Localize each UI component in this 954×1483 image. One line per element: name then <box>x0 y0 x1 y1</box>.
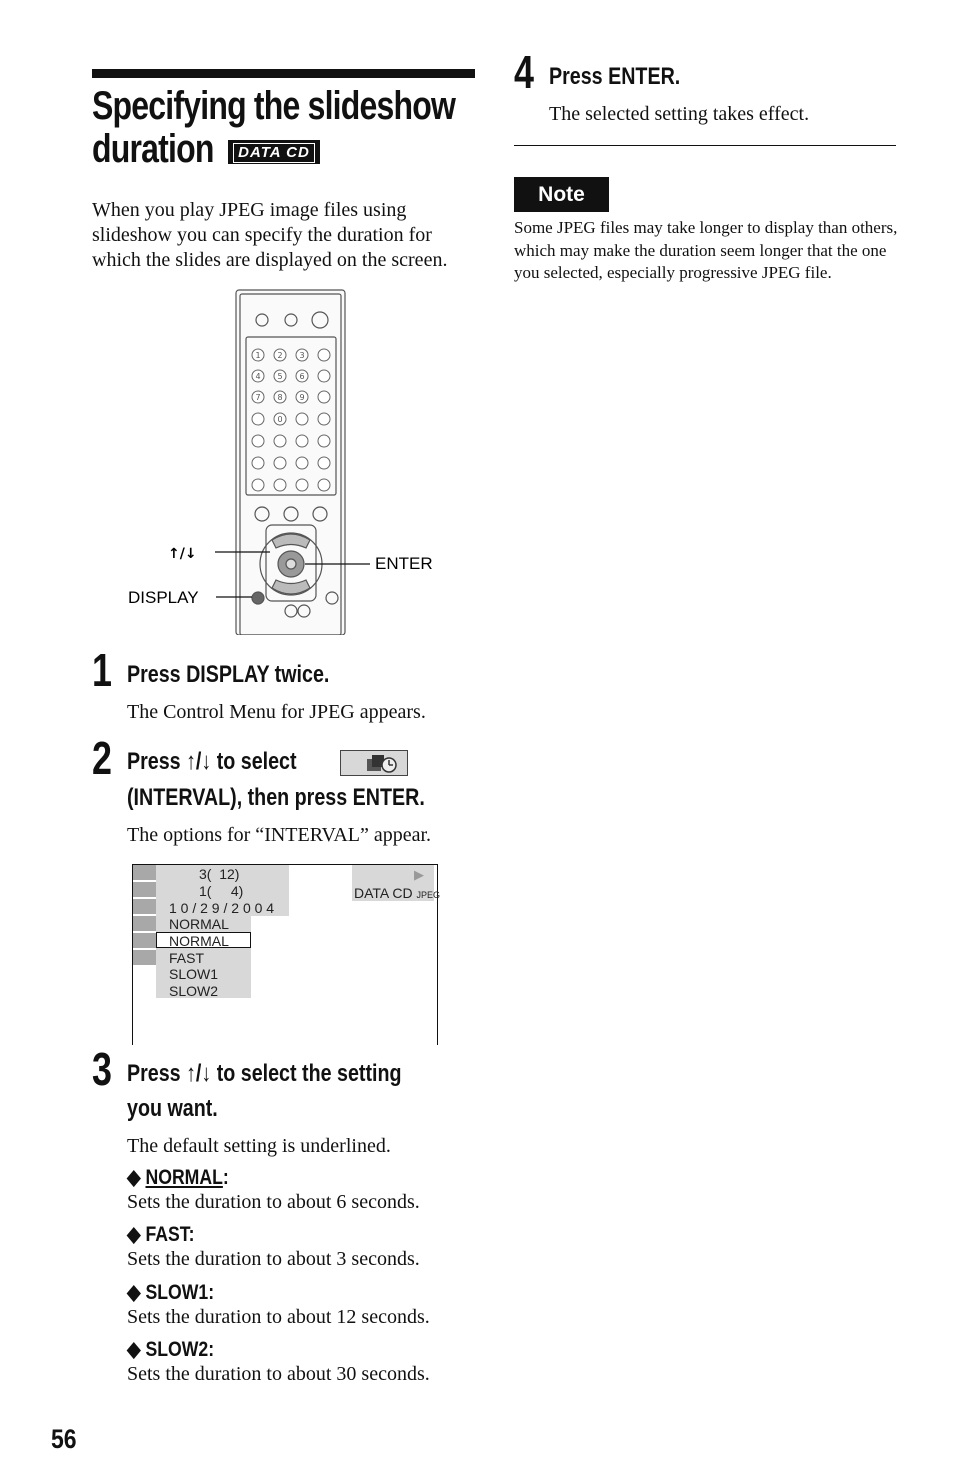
step2-number: 2 <box>92 732 112 784</box>
section-divider <box>514 145 896 146</box>
menu-icon-tab <box>133 899 156 916</box>
step3-press: Press <box>127 1060 181 1087</box>
updown-label: ↑/↓ <box>168 546 197 562</box>
page-number: 56 <box>51 1424 77 1454</box>
step1-heading: Press DISPLAY twice. <box>127 661 330 688</box>
format-label: JPEG <box>416 890 441 900</box>
option-fast: FAST <box>169 950 205 966</box>
number-key-label: 4 <box>255 372 261 381</box>
step4-description: The selected setting takes effect. <box>549 103 810 125</box>
badge-label: DATA CD <box>233 143 315 163</box>
bullet-icon: ◆ <box>127 1338 141 1361</box>
option-slow2-desc: Sets the duration to about 30 seconds. <box>127 1363 430 1385</box>
step1-number: 1 <box>92 644 112 696</box>
album-count: 3( 12) <box>199 866 240 882</box>
enter-key-center <box>286 559 296 569</box>
page-title-line2: duration <box>92 127 214 171</box>
note-label: Note <box>514 177 609 212</box>
remote-key <box>318 391 330 403</box>
step1-description: The Control Menu for JPEG appears. <box>127 701 426 723</box>
option-fast-heading <box>127 1222 194 1247</box>
display-key <box>252 592 264 604</box>
step3-to-select: to select the setting <box>216 1060 402 1087</box>
option-normal: NORMAL <box>169 933 229 949</box>
bullet-icon: ◆ <box>127 1223 141 1246</box>
step3-number: 3 <box>92 1043 112 1095</box>
data-cd-badge <box>228 140 320 164</box>
menu-icon-tab <box>133 916 156 933</box>
number-key-label: 1 <box>255 351 261 360</box>
option-name: SLOW2: <box>145 1338 215 1361</box>
remote-key <box>318 479 330 491</box>
menu-icon-tab <box>133 950 156 967</box>
number-key-label: 9 <box>299 393 305 402</box>
option-slow1-desc: Sets the duration to about 12 seconds. <box>127 1306 430 1328</box>
remote-key <box>252 413 264 425</box>
remote-key <box>318 457 330 469</box>
number-key-label: 3 <box>299 351 305 360</box>
menu-icon-tab <box>133 933 156 950</box>
remote-key <box>318 349 330 361</box>
step2-heading-line2: (INTERVAL), then press ENTER. <box>127 784 425 811</box>
option-slow2-heading <box>127 1337 214 1362</box>
step4-number: 4 <box>514 46 534 98</box>
disc-type <box>354 885 440 903</box>
control-menu-screen <box>132 864 441 1045</box>
remote-key <box>318 370 330 382</box>
interval-icon-graphic <box>341 751 407 775</box>
bullet-icon: ◆ <box>127 1281 141 1304</box>
option-colon: : <box>222 1166 229 1189</box>
option-slow1-heading <box>127 1280 214 1305</box>
note-text: Some JPEG files may take longer to display than others, which may make the duration seem longer that the one you selected, especially progressive JPEG file. <box>514 218 898 282</box>
option-name: NORMAL <box>145 1166 223 1189</box>
menu-icon-tab <box>133 882 156 899</box>
play-icon: ▶ <box>414 867 424 882</box>
remote-key <box>318 435 330 447</box>
page-title-line1: Specifying the slideshow <box>92 84 456 128</box>
file-count: 1( 4) <box>199 883 244 899</box>
remote-key <box>274 479 286 491</box>
remote-key <box>252 479 264 491</box>
option-name: FAST: <box>145 1223 195 1246</box>
number-key-label: 2 <box>277 351 283 360</box>
intro-paragraph: When you play JPEG image files using slideshow you can specify the duration for which the slides are displayed on the screen. <box>92 199 448 271</box>
step2-description: The options for “INTERVAL” appear. <box>127 824 432 846</box>
number-key-label: 0 <box>277 415 283 424</box>
date-value: 1 0 / 2 9 / 2 0 0 4 <box>169 900 275 916</box>
step2-to-select: to select <box>216 748 297 775</box>
enter-label: ENTER <box>375 554 433 573</box>
step3-arrows: ↑/↓ <box>186 1060 212 1087</box>
option-normal-heading <box>127 1165 229 1190</box>
number-key-label: 6 <box>299 372 305 381</box>
display-label: DISPLAY <box>128 588 199 607</box>
step2-press: Press <box>127 748 181 775</box>
title-rule <box>92 69 475 78</box>
step3-description: The default setting is underlined. <box>127 1135 391 1157</box>
remote-key <box>318 413 330 425</box>
step2-arrows: ↑/↓ <box>186 748 212 775</box>
remote-illustration <box>120 285 450 635</box>
number-key-label: 7 <box>255 393 261 402</box>
disc-type-label: DATA CD <box>354 885 413 901</box>
option-name: SLOW1: <box>145 1281 215 1304</box>
option-normal-desc: Sets the duration to about 6 seconds. <box>127 1191 420 1213</box>
number-key-label: 5 <box>277 372 283 381</box>
interval-icon <box>340 750 408 776</box>
current-setting: NORMAL <box>169 916 229 932</box>
remote-key <box>296 479 308 491</box>
step2-heading-line1 <box>127 748 297 776</box>
menu-icon-tab <box>133 865 156 882</box>
step3-heading-line2: you want. <box>127 1095 218 1122</box>
bullet-icon: ◆ <box>127 1166 141 1189</box>
remote-key <box>296 435 308 447</box>
remote-key <box>274 435 286 447</box>
remote-key <box>296 413 308 425</box>
remote-key <box>252 457 264 469</box>
option-fast-desc: Sets the duration to about 3 seconds. <box>127 1248 420 1270</box>
remote-key <box>296 457 308 469</box>
option-slow2: SLOW2 <box>169 983 219 999</box>
number-key-label: 8 <box>277 393 283 402</box>
step3-heading-line1 <box>127 1060 402 1088</box>
remote-key <box>252 435 264 447</box>
option-slow1: SLOW1 <box>169 966 219 982</box>
remote-key <box>274 457 286 469</box>
step4-heading: Press ENTER. <box>549 63 681 90</box>
